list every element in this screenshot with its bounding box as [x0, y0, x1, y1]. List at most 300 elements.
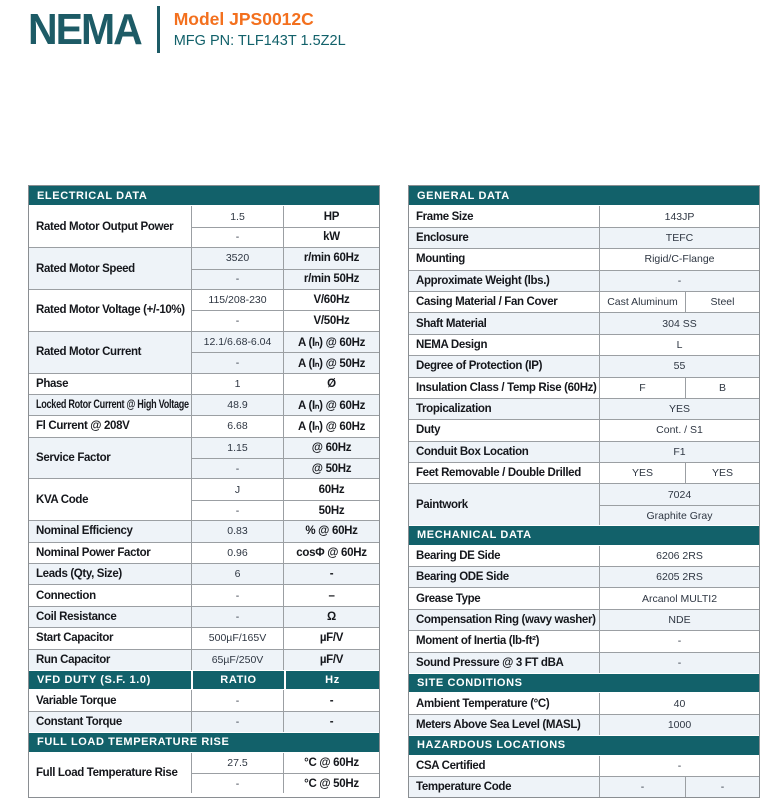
- spec-unit: HP: [323, 210, 340, 223]
- spec-value-cell: [192, 650, 284, 670]
- spec-value: 6: [234, 568, 241, 581]
- spec-row-group: [29, 415, 379, 436]
- spec-label: Sound Pressure @ 3 FT dBA: [416, 656, 564, 669]
- spec-label: Bearing DE Side: [416, 549, 501, 562]
- spec-subrows: [192, 543, 379, 563]
- spec-unit-cell: [284, 374, 379, 394]
- section-title: HAZARDOUS LOCATIONS: [417, 739, 566, 752]
- spec-row-group: [409, 377, 759, 398]
- spec-subrows: [600, 484, 759, 525]
- spec-row-group: [29, 627, 379, 648]
- spec-value-cell: [192, 543, 284, 563]
- spec-subrows: [192, 585, 379, 605]
- spec-unit-cell: [284, 543, 379, 563]
- spec-label-cell: [29, 585, 192, 605]
- spec-value-cell: [192, 628, 284, 648]
- spec-row-group: [409, 693, 759, 713]
- spec-unit: µF/V: [319, 653, 344, 666]
- spec-row-group: [409, 630, 759, 651]
- spec-unit: 50Hz: [318, 504, 345, 517]
- spec-value: Cast Aluminum: [607, 296, 678, 309]
- spec-row-group: [409, 546, 759, 566]
- spec-subrows: [600, 399, 759, 419]
- spec-value: 40: [673, 697, 686, 710]
- spec-value-cell: [600, 378, 686, 398]
- electrical-table: [28, 185, 380, 798]
- spec-unit-cell: [284, 290, 379, 310]
- spec-subrows: [192, 479, 379, 520]
- spec-value: -: [235, 231, 240, 244]
- spec-value-cell: [600, 715, 759, 735]
- column-header: Hz: [325, 674, 340, 687]
- spec-value: 48.9: [227, 399, 248, 412]
- spec-subrows: [600, 777, 759, 797]
- spec-label: CSA Certified: [416, 759, 486, 772]
- spec-unit: 60Hz: [318, 483, 345, 496]
- spec-value: -: [677, 759, 682, 772]
- spec-label: Enclosure: [416, 231, 469, 244]
- spec-label-cell: [29, 206, 192, 247]
- spec-subrows: [600, 271, 759, 291]
- spec-label: Coil Resistance: [36, 611, 117, 623]
- spec-row-group: [409, 776, 759, 797]
- spec-value: 3520: [225, 252, 250, 265]
- spec-value: 1: [234, 377, 241, 390]
- spec-value: 304 SS: [662, 317, 697, 330]
- spec-value: -: [235, 715, 240, 728]
- spec-subrows: [600, 610, 759, 630]
- spec-value: -: [235, 273, 240, 286]
- spec-value: 115/208-230: [208, 294, 267, 307]
- spec-value: J: [234, 483, 241, 496]
- spec-value-cell: [192, 248, 284, 268]
- spec-label: Nominal Power Factor: [36, 546, 151, 559]
- spec-value-cell: [192, 438, 284, 458]
- spec-subrows: [192, 374, 379, 394]
- spec-subrow: [192, 332, 379, 352]
- spec-label: Service Factor: [36, 452, 111, 465]
- brand-divider: [157, 6, 160, 53]
- model-number: Model JPS0012C: [173, 8, 314, 29]
- spec-value-cell: [600, 463, 686, 483]
- spec-unit: –: [328, 589, 335, 602]
- spec-value: -: [235, 694, 240, 707]
- spec-row-group: [409, 714, 759, 735]
- spec-label-cell: [409, 588, 600, 608]
- spec-row-group: [29, 394, 379, 415]
- spec-row-group: [409, 398, 759, 419]
- spec-label: Ambient Temperature (°C): [416, 697, 550, 710]
- spec-subrows: [192, 332, 379, 373]
- spec-subrows: [192, 438, 379, 479]
- spec-value: -: [235, 504, 240, 517]
- spec-value-cell: [600, 249, 759, 269]
- spec-row-group: [409, 441, 759, 462]
- spec-unit: r/min 60Hz: [303, 252, 360, 265]
- spec-subrow: [600, 313, 759, 333]
- spec-label-cell: [29, 416, 192, 436]
- spec-subrow: [600, 546, 759, 566]
- spec-unit-cell: [284, 712, 379, 732]
- spec-unit-cell: [284, 501, 379, 520]
- spec-label-cell: [409, 463, 600, 483]
- spec-row-group: [29, 331, 379, 373]
- spec-label-cell: [409, 228, 600, 248]
- spec-unit-cell: [284, 628, 379, 648]
- spec-subrows: [600, 356, 759, 376]
- spec-value: 0.83: [227, 525, 248, 538]
- spec-label-cell: [29, 479, 192, 520]
- spec-subrow: [192, 690, 379, 710]
- spec-subrow: [600, 442, 759, 462]
- spec-subrow: [600, 588, 759, 608]
- spec-value-cell: [600, 228, 759, 248]
- spec-subrow: [192, 773, 379, 793]
- spec-unit: V/50Hz: [313, 315, 350, 328]
- spec-value-cell: [192, 270, 284, 289]
- spec-subrow: [192, 310, 379, 330]
- spec-subrow: [600, 610, 759, 630]
- spec-label: Shaft Material: [416, 317, 487, 330]
- spec-label: Grease Type: [416, 592, 481, 605]
- section-header: [409, 525, 759, 545]
- spec-row-group: [29, 690, 379, 710]
- spec-subrow: [600, 631, 759, 651]
- spec-unit-cell: [284, 311, 379, 330]
- spec-row-group: [409, 756, 759, 776]
- spec-label-cell: [409, 399, 600, 419]
- spec-row-group: [29, 437, 379, 479]
- spec-unit-cell: [284, 521, 379, 541]
- spec-value-cell: [600, 206, 759, 226]
- spec-unit: kW: [323, 231, 340, 244]
- section-title: ELECTRICAL DATA: [37, 189, 148, 202]
- spec-subrows: [192, 290, 379, 331]
- spec-value: 500µF/165V: [208, 632, 267, 645]
- spec-value-cell: [192, 501, 284, 520]
- spec-label: Mounting: [416, 253, 465, 266]
- section-title-cell: [29, 733, 379, 751]
- spec-unit-cell: [284, 753, 379, 773]
- section-body: [409, 756, 759, 798]
- spec-label-cell: [29, 374, 192, 394]
- section-title-cell: [409, 736, 759, 754]
- spec-label-cell: [409, 715, 600, 735]
- section-body: [409, 546, 759, 673]
- spec-label-cell: [29, 650, 192, 670]
- spec-row-group: [29, 520, 379, 541]
- spec-subrow: [600, 567, 759, 587]
- spec-value-cell: [192, 228, 284, 247]
- spec-label: Nominal Efficiency: [36, 525, 133, 538]
- spec-unit: A (Iₙ) @ 60Hz: [297, 336, 366, 349]
- spec-value-cell: [192, 353, 284, 372]
- spec-label-cell: [409, 292, 600, 312]
- spec-label: Rated Motor Speed: [36, 262, 135, 275]
- spec-label: Conduit Box Location: [416, 445, 529, 458]
- spec-value-cell: [192, 395, 284, 415]
- spec-label: Insulation Class / Temp Rise (60Hz): [416, 381, 597, 394]
- spec-label-cell: [29, 628, 192, 648]
- spec-label: Compensation Ring (wavy washer): [416, 614, 596, 626]
- spec-row-group: [29, 649, 379, 670]
- nema-logo: NEMA: [28, 4, 141, 54]
- section-body: [29, 206, 379, 670]
- spec-label-cell: [29, 753, 192, 794]
- spec-subrow: [600, 777, 759, 797]
- spec-subrows: [600, 567, 759, 587]
- spec-value: -: [640, 781, 645, 794]
- spec-value: -: [677, 274, 682, 287]
- spec-label-cell: [29, 543, 192, 563]
- spec-value-cell: [192, 521, 284, 541]
- spec-subrow: [600, 505, 759, 525]
- spec-subrows: [192, 607, 379, 627]
- spec-value-cell: [600, 693, 759, 713]
- spec-value: YES: [631, 467, 653, 480]
- spec-unit: V/60Hz: [313, 294, 350, 307]
- spec-subrow: [192, 585, 379, 605]
- spec-unit-cell: [284, 774, 379, 793]
- section-title-cell: [409, 526, 759, 544]
- mfg-part-number: MFG PN: TLF143T 1.5Z2L: [173, 32, 346, 49]
- spec-label: Tropicalization: [416, 403, 492, 416]
- spec-value: 6205 2RS: [656, 571, 703, 584]
- spec-value-cell: [600, 588, 759, 608]
- spec-value-cell: [600, 442, 759, 462]
- spec-value-cell: [192, 206, 284, 226]
- spec-value-cell: [600, 420, 759, 440]
- spec-value-cell: [192, 774, 284, 793]
- spec-label-cell: [29, 564, 192, 584]
- spec-unit-cell: [284, 332, 379, 352]
- spec-label-cell: [409, 567, 600, 587]
- spec-subrow: [192, 543, 379, 563]
- spec-label-cell: [409, 442, 600, 462]
- spec-unit-cell: [284, 585, 379, 605]
- spec-value: 0.96: [227, 546, 248, 559]
- spec-subrows: [600, 378, 759, 398]
- spec-unit-cell: [284, 270, 379, 289]
- spec-subrows: [600, 313, 759, 333]
- spec-value-cell: [600, 313, 759, 333]
- spec-row-group: [29, 247, 379, 289]
- spec-value-cell: [192, 332, 284, 352]
- spec-value-cell: [192, 607, 284, 627]
- spec-unit: °C @ 60Hz: [304, 756, 359, 769]
- spec-value: -: [235, 611, 240, 623]
- spec-subrows: [600, 442, 759, 462]
- spec-label-cell: [29, 690, 192, 710]
- spec-value-cell: [686, 292, 759, 312]
- spec-label: Temperature Code: [416, 781, 512, 794]
- spec-value: -: [235, 777, 240, 790]
- spec-row-group: [409, 566, 759, 587]
- section-title: VFD DUTY (S.F. 1.0): [37, 674, 151, 687]
- spec-row-group: [29, 542, 379, 563]
- spec-unit-cell: [284, 228, 379, 247]
- spec-label: Phase: [36, 377, 69, 390]
- spec-value-cell: [600, 506, 759, 525]
- spec-value: Arcanol MULTI2: [641, 592, 718, 605]
- spec-row-group: [409, 462, 759, 483]
- spec-label-cell: [409, 631, 600, 651]
- spec-label-cell: [409, 484, 600, 525]
- spec-value: YES: [711, 467, 733, 480]
- section-body: [29, 753, 379, 794]
- spec-subrow: [192, 352, 379, 372]
- spec-value-cell: [192, 564, 284, 584]
- spec-label: Casing Material / Fan Cover: [416, 296, 558, 309]
- spec-subrows: [192, 416, 379, 436]
- spec-value: Rigid/C-Flange: [644, 253, 715, 266]
- spec-value-cell: [600, 653, 759, 673]
- section-body: [29, 690, 379, 732]
- spec-subrows: [600, 715, 759, 735]
- spec-label-cell: [409, 693, 600, 713]
- spec-unit-cell: [284, 395, 379, 415]
- spec-value-cell: [600, 292, 686, 312]
- spec-unit-cell: [284, 564, 379, 584]
- brand-text: [174, 9, 346, 50]
- spec-subrows: [600, 420, 759, 440]
- spec-unit: r/min 50Hz: [303, 273, 360, 286]
- spec-subrow: [600, 715, 759, 735]
- spec-subrow: [192, 479, 379, 499]
- spec-label: Connection: [36, 589, 96, 602]
- spec-label: Frame Size: [416, 210, 474, 223]
- spec-unit: µF/V: [319, 632, 344, 645]
- spec-label-cell: [409, 653, 600, 673]
- spec-value-cell: [192, 690, 284, 710]
- spec-value: TEFC: [665, 231, 694, 244]
- spec-row-group: [409, 227, 759, 248]
- spec-unit-cell: [284, 479, 379, 499]
- section-header: [29, 186, 379, 206]
- spec-subrows: [600, 693, 759, 713]
- spec-label-cell: [409, 610, 600, 630]
- spec-subrow: [192, 607, 379, 627]
- spec-value: 12.1/6.68-6.04: [203, 335, 272, 348]
- spec-label-cell: [409, 313, 600, 333]
- spec-label-cell: [409, 271, 600, 291]
- spec-label-cell: [409, 356, 600, 376]
- spec-subrow: [192, 438, 379, 458]
- spec-label: Start Capacitor: [36, 632, 114, 645]
- spec-row-group: [29, 606, 379, 627]
- spec-subrow: [600, 399, 759, 419]
- spec-value-cell: [600, 356, 759, 376]
- spec-subrow: [192, 395, 379, 415]
- spec-unit: A (Iₙ) @ 60Hz: [297, 400, 366, 413]
- spec-label-cell: [409, 335, 600, 355]
- spec-label-cell: [29, 332, 192, 373]
- spec-label: KVA Code: [36, 493, 89, 506]
- spec-unit: Ø: [327, 377, 336, 390]
- spec-subrow: [192, 712, 379, 732]
- spec-unit-cell: [284, 416, 379, 436]
- spec-unit: -: [329, 694, 334, 707]
- spec-label: Variable Torque: [36, 694, 117, 707]
- spec-row-group: [409, 291, 759, 312]
- section-title: FULL LOAD TEMPERATURE RISE: [37, 736, 230, 749]
- spec-value: 7024: [667, 488, 692, 501]
- spec-label: Feet Removable / Double Drilled: [416, 467, 581, 480]
- spec-value-cell: [192, 585, 284, 605]
- spec-value-cell: [600, 546, 759, 566]
- spec-value-cell: [600, 567, 759, 587]
- spec-subrow: [192, 458, 379, 478]
- column-header-cell: [286, 671, 379, 689]
- spec-subrows: [192, 206, 379, 247]
- spec-value-cell: [192, 712, 284, 732]
- spec-row-group: [409, 609, 759, 630]
- section-title-cell: [29, 186, 379, 205]
- spec-row-group: [29, 584, 379, 605]
- spec-unit-cell: [284, 248, 379, 268]
- spec-subrow: [192, 227, 379, 247]
- spec-value: 143JP: [664, 210, 695, 223]
- spec-value-cell: [686, 777, 759, 797]
- spec-value: -: [235, 462, 240, 475]
- spec-subrow: [600, 378, 759, 398]
- spec-subrow: [600, 356, 759, 376]
- spec-unit: Ω: [327, 611, 336, 623]
- spec-subrows: [600, 756, 759, 776]
- spec-unit: -: [329, 715, 334, 728]
- column-header-cell: [193, 671, 286, 689]
- spec-row-group: [29, 478, 379, 520]
- spec-label: Rated Motor Current: [36, 346, 142, 359]
- spec-unit: @ 50Hz: [311, 462, 352, 475]
- brand-header: [28, 6, 346, 53]
- spec-row-group: [409, 419, 759, 440]
- spec-value: 27.5: [227, 756, 248, 769]
- spec-subrow: [192, 753, 379, 773]
- spec-subrow: [192, 564, 379, 584]
- spec-subrows: [192, 395, 379, 415]
- section-title-cell: [29, 671, 193, 689]
- spec-label: Constant Torque: [36, 715, 122, 728]
- spec-value: Graphite Gray: [646, 509, 713, 522]
- spec-row-group: [409, 587, 759, 608]
- spec-value: -: [235, 356, 240, 369]
- spec-row-group: [29, 753, 379, 794]
- spec-label-cell: [409, 249, 600, 269]
- spec-subrow: [600, 463, 759, 483]
- spec-subrows: [192, 564, 379, 584]
- spec-value: 65µF/250V: [211, 653, 264, 666]
- spec-subrows: [192, 248, 379, 289]
- spec-label-cell: [29, 290, 192, 331]
- spec-subrow: [600, 756, 759, 776]
- spec-unit-cell: [284, 353, 379, 372]
- spec-subrow: [600, 228, 759, 248]
- spec-subrows: [600, 206, 759, 226]
- spec-subrows: [600, 249, 759, 269]
- spec-value-cell: [600, 610, 759, 630]
- section-title: SITE CONDITIONS: [417, 677, 523, 690]
- general-table: [408, 185, 760, 798]
- spec-subrow: [600, 693, 759, 713]
- spec-value-cell: [192, 459, 284, 478]
- spec-subrows: [600, 228, 759, 248]
- spec-unit-cell: [284, 650, 379, 670]
- spec-value: Cont. / S1: [656, 424, 703, 437]
- spec-value-cell: [686, 378, 759, 398]
- spec-subrow: [192, 248, 379, 268]
- spec-value-cell: [600, 271, 759, 291]
